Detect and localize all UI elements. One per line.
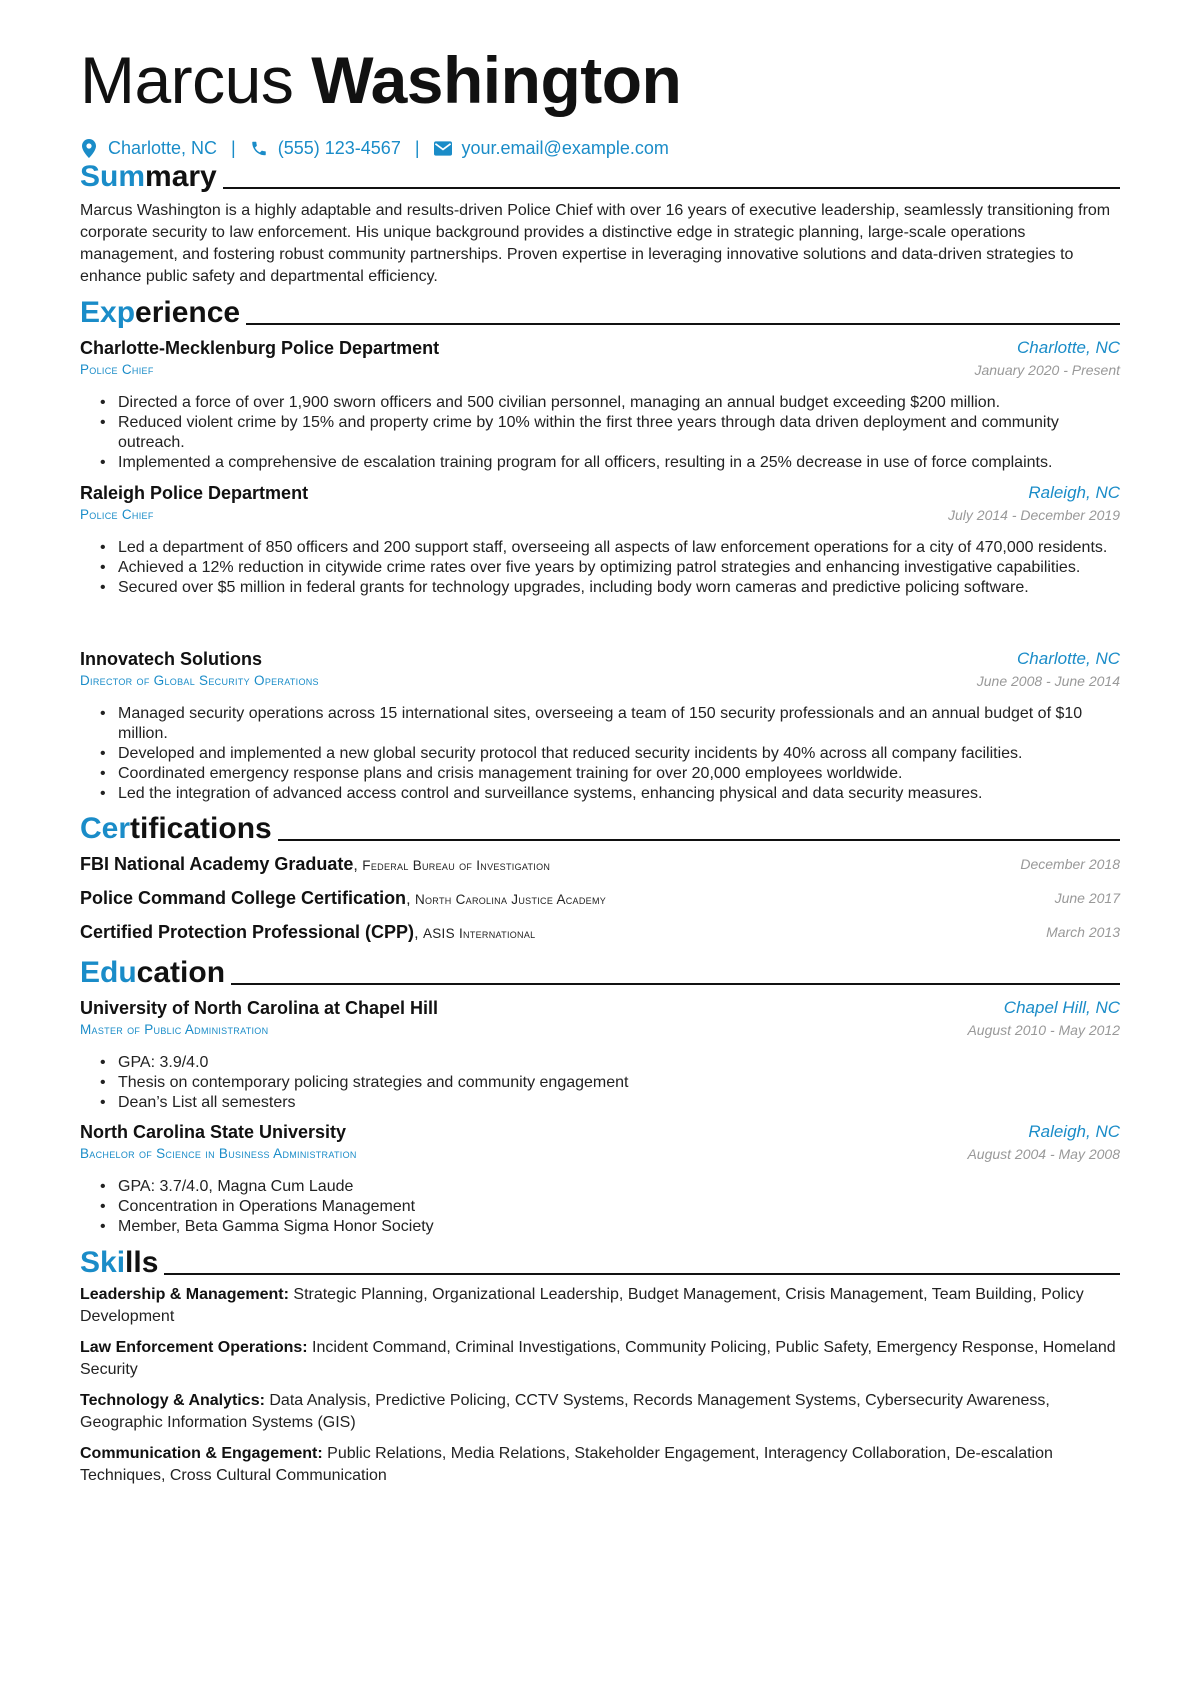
section-rule <box>231 983 1120 985</box>
skill-group <box>80 1443 1120 1487</box>
list-item: • Reduced violent crime by 15% and property crime by 10% within the first three years through data driven deployment and community outreach. <box>100 413 1120 453</box>
certification-name: Certified Protection Professional (CPP) <box>80 922 415 942</box>
degree-dates: August 2010 - May 2012 <box>967 1022 1120 1038</box>
section-rule <box>278 839 1120 841</box>
list-item: • GPA: 3.9/4.0 <box>100 1053 1120 1073</box>
school-location: Raleigh, NC <box>1028 1122 1120 1141</box>
skill-category: Law Enforcement Operations: <box>80 1339 308 1356</box>
certification-name: FBI National Academy Graduate <box>80 854 354 874</box>
experience-entry-sub <box>80 505 1120 525</box>
skill-items: Data Analysis, Predictive Policing, CCTV Systems, Records Management Systems, Cybersecurity Awareness, Geographic Information Systems (GIS) <box>80 1392 1050 1431</box>
list-item: • Secured over $5 million in federal grants for technology upgrades, including body worn cameras and predictive policing software. <box>100 578 1120 598</box>
employer-location: Charlotte, NC <box>1017 338 1120 357</box>
skills-heading: Skills <box>80 1240 1120 1280</box>
employer-name: Raleigh Police Department <box>80 483 309 503</box>
experience-heading: Experience <box>80 290 1120 330</box>
degree-title: Bachelor of Science in Business Administration <box>80 1146 357 1161</box>
list-item: • Developed and implemented a new global security protocol that reduced security incidents by 40% across all company facilities. <box>100 744 1120 764</box>
school-name: North Carolina State University <box>80 1122 347 1142</box>
education-entry-sub <box>80 1020 1120 1040</box>
job-dates: July 2014 - December 2019 <box>948 507 1120 523</box>
degree-dates: August 2004 - May 2008 <box>967 1146 1120 1162</box>
summary-text: Marcus Washington is a highly adaptable and results-driven Police Chief with over 16 years of executive leadership, seamlessly transitioning from corporate security to law enforcement. His unique background provides a distinctive edge in strategic planning, large-scale operations management, and fostering robust community partnerships. Proven expertise in leveraging innovative solutions and data-driven strategies to enhance public safety and departmental efficiency. <box>80 202 1111 285</box>
skill-items: Strategic Planning, Organizational Leadership, Budget Management, Crisis Management, Team Building, Policy Development <box>80 1286 1084 1325</box>
certification-issuer: North Carolina Justice Academy <box>414 892 607 907</box>
education-entry-sub <box>80 1144 1120 1164</box>
phone-text[interactable]: (555) 123-4567 <box>277 137 401 158</box>
list-item: • Achieved a 12% reduction in citywide crime rates over five years by optimizing patrol strategies and enhancing investigative capabilities. <box>100 558 1120 578</box>
employer-location: Charlotte, NC <box>1017 649 1120 668</box>
skill-items: Incident Command, Criminal Investigations, Community Policing, Public Safety, Emergency Response, Homeland Security <box>80 1339 1116 1378</box>
list-item: • Implemented a comprehensive de escalation training program for all officers, resulting in a 25% decrease in use of force complaints. <box>100 453 1120 473</box>
certification-date: December 2018 <box>1020 856 1120 872</box>
section-rule <box>223 187 1120 189</box>
list-item: • Thesis on contemporary policing strategies and community engagement <box>100 1073 1120 1093</box>
first-name: Marcus <box>80 43 294 117</box>
certification-date: March 2013 <box>1046 924 1120 940</box>
list-item: • Managed security operations across 15 international sites, overseeing a team of 150 security professionals and an annual budget of $10 million. <box>100 704 1120 744</box>
job-title: Police Chief <box>80 507 154 522</box>
degree-title: Master of Public Administration <box>80 1022 269 1037</box>
skill-group <box>80 1337 1120 1381</box>
education-bullets <box>100 1177 1120 1237</box>
skill-category: Technology & Analytics: <box>80 1392 265 1409</box>
experience-entry-header <box>80 336 1120 360</box>
contact-separator: | <box>414 137 420 158</box>
candidate-name <box>80 42 681 118</box>
job-title: Director of Global Security Operations <box>80 673 319 688</box>
location-text: Charlotte, NC <box>108 137 218 158</box>
experience-entry-sub <box>80 360 1120 380</box>
experience-bullets <box>100 704 1120 804</box>
job-title: Police Chief <box>80 362 154 377</box>
list-item: • Member, Beta Gamma Sigma Honor Society <box>100 1217 1120 1237</box>
experience-bullets <box>100 538 1120 598</box>
skill-items: Public Relations, Media Relations, Stakeholder Engagement, Interagency Collaboration, De-escalation Techniques, Cross Cultural Communication <box>80 1445 1053 1484</box>
education-entry-header <box>80 996 1120 1020</box>
section-rule <box>164 1273 1120 1275</box>
certification-date: June 2017 <box>1054 890 1120 906</box>
list-item: • Led a department of 850 officers and 200 support staff, overseeing all aspects of law enforcement operations for a city of 470,000 residents. <box>100 538 1120 558</box>
education-bullets <box>100 1053 1120 1113</box>
certification-issuer: Federal Bureau of Investigation <box>362 858 551 873</box>
job-dates: June 2008 - June 2014 <box>976 673 1120 689</box>
list-item: • Dean’s List all semesters <box>100 1093 1120 1113</box>
skill-group <box>80 1390 1120 1434</box>
last-name: Washington <box>311 43 682 117</box>
list-item: • Coordinated emergency response plans and crisis management training for over 20,000 employees worldwide. <box>100 764 1120 784</box>
certification-entry: Certified Protection Professional (CPP), ASIS International March 2013 <box>80 922 1120 942</box>
school-name: University of North Carolina at Chapel Hill <box>80 998 439 1018</box>
list-item: • GPA: 3.7/4.0, Magna Cum Laude <box>100 1177 1120 1197</box>
list-item: • Concentration in Operations Management <box>100 1197 1120 1217</box>
employer-location: Raleigh, NC <box>1028 483 1120 502</box>
employer-name: Charlotte-Mecklenburg Police Department <box>80 338 440 358</box>
certifications-heading: Certifications <box>80 806 1120 846</box>
employer-name: Innovatech Solutions <box>80 649 263 669</box>
section-rule <box>246 323 1120 325</box>
list-item: • Led the integration of advanced access control and surveillance systems, enhancing physical and data security measures. <box>100 784 1120 804</box>
contact-separator: | <box>231 137 236 158</box>
experience-bullets <box>100 393 1120 473</box>
education-entry-header <box>80 1120 1120 1144</box>
skill-category: Leadership & Management: <box>80 1286 289 1303</box>
job-dates: January 2020 - Present <box>974 362 1120 378</box>
certification-entry: FBI National Academy Graduate, Federal Bureau of Investigation December 2018 <box>80 854 1120 874</box>
email-link[interactable]: your.email@example.com <box>461 137 669 158</box>
school-location: Chapel Hill, NC <box>1003 998 1120 1017</box>
skill-group <box>80 1284 1120 1328</box>
certification-name: Police Command College Certification <box>80 888 407 908</box>
skill-category: Communication & Engagement: <box>80 1445 323 1462</box>
experience-entry-sub <box>80 671 1120 691</box>
certification-issuer: ASIS International <box>422 926 536 941</box>
list-item: • Directed a force of over 1,900 sworn officers and 500 civilian personnel, managing an annual budget exceeding $200 million. <box>100 393 1120 413</box>
certification-entry: Police Command College Certification, North Carolina Justice Academy June 2017 <box>80 888 1120 908</box>
summary-heading: Summary <box>80 154 1120 194</box>
experience-entry-header <box>80 647 1120 671</box>
education-heading: Education <box>80 950 1120 990</box>
experience-entry-header <box>80 481 1120 505</box>
